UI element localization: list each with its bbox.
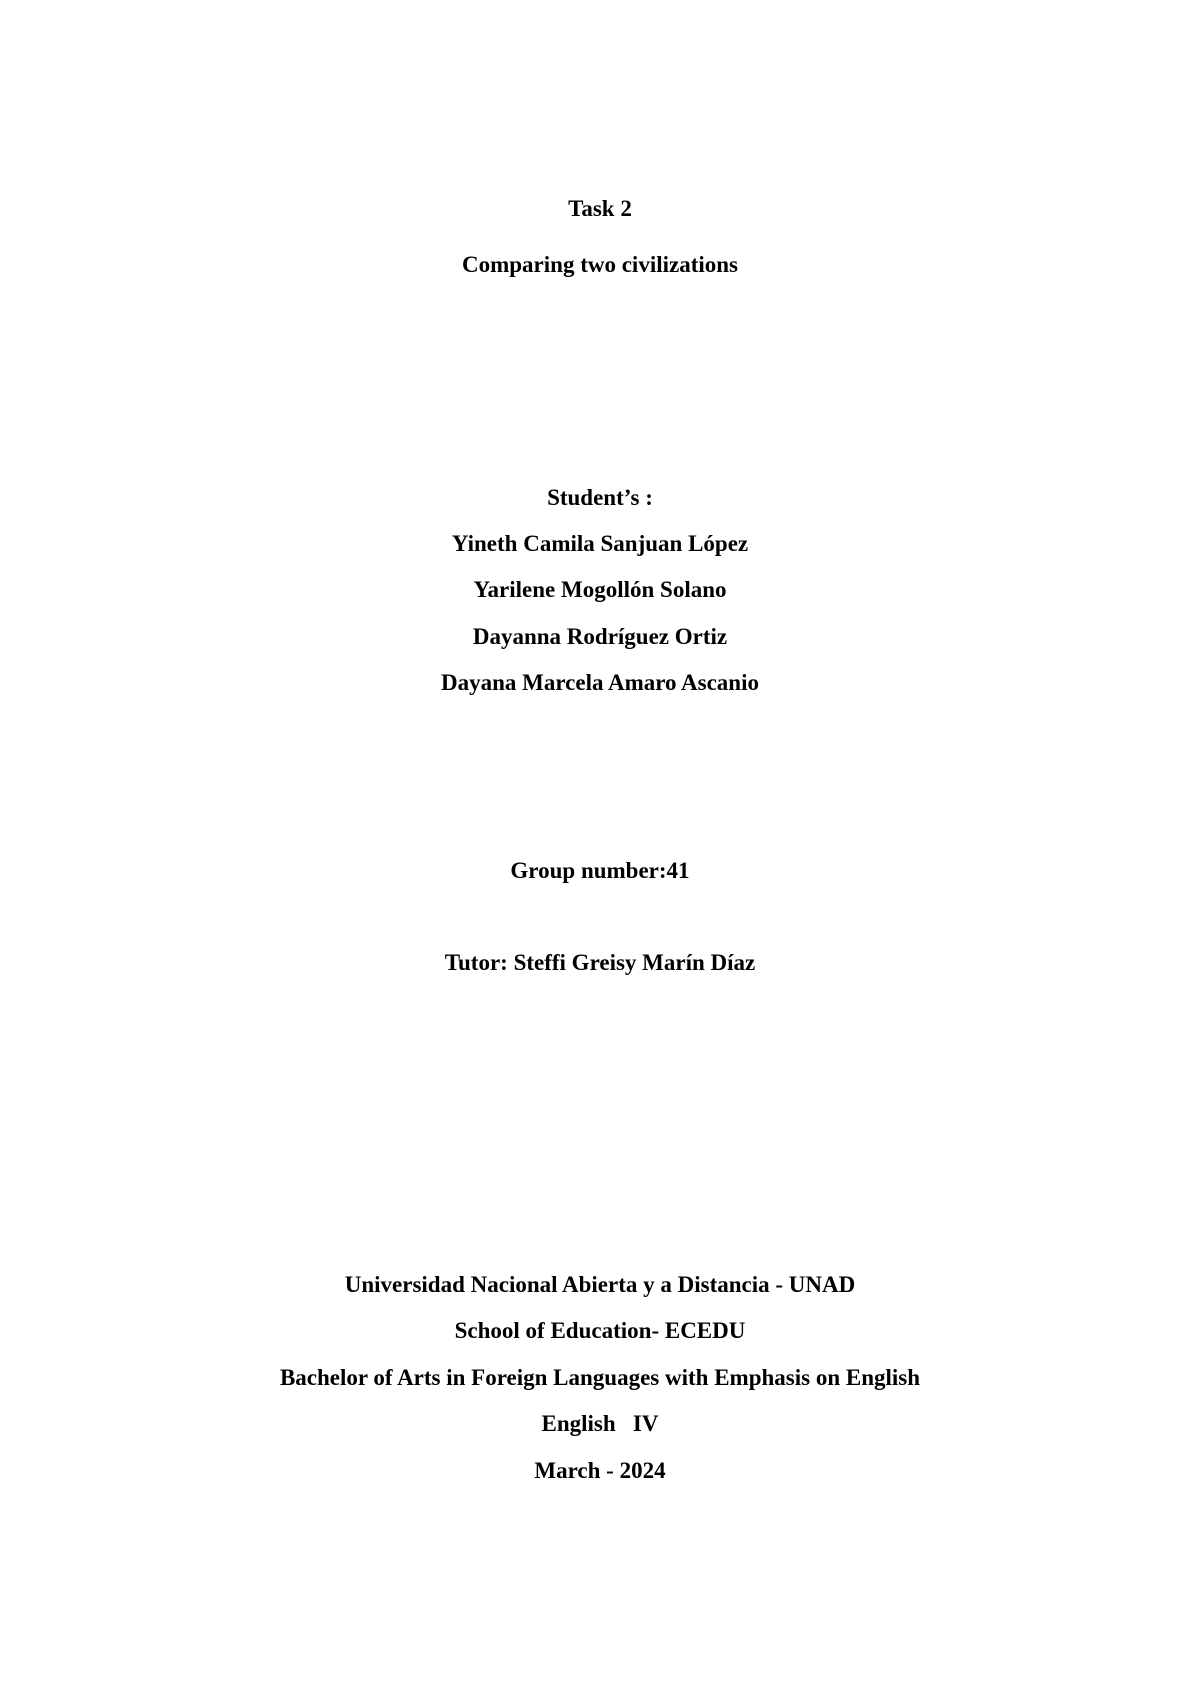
document-subtitle: Comparing two civilizations (462, 252, 738, 277)
student-name: Dayana Marcela Amaro Ascanio (441, 670, 759, 695)
student-name: Dayanna Rodríguez Ortiz (472, 624, 728, 649)
submission-date: March - 2024 (534, 1458, 666, 1483)
school-name: School of Education- ECEDU (454, 1318, 746, 1343)
course-name: English IV (541, 1411, 659, 1436)
tutor-name: Tutor: Steffi Greisy Marín Díaz (444, 950, 756, 975)
university-name: Universidad Nacional Abierta y a Distancia - UNAD (344, 1272, 856, 1297)
task-title: Task 2 (568, 196, 632, 221)
student-name: Yarilene Mogollón Solano (473, 577, 727, 602)
degree-program: Bachelor of Arts in Foreign Languages with Emphasis on English (279, 1365, 921, 1390)
students-heading: Student’s : (547, 485, 653, 510)
group-number: Group number:41 (510, 858, 690, 883)
student-name: Yineth Camila Sanjuan López (451, 531, 749, 556)
